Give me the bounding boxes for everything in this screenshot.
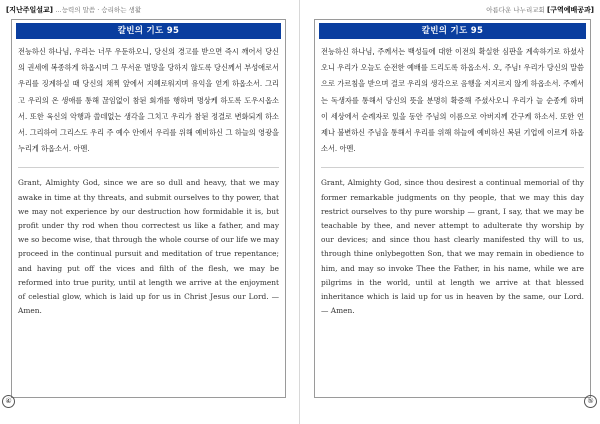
left-prayer-box (11, 19, 286, 398)
right-prayer-box (314, 19, 591, 398)
left-running-head-subtitle: …능력의 말씀 · 승리하는 생활 (55, 6, 142, 14)
right-running-head-subtitle: 아름다운 나누리교회 (486, 6, 545, 14)
left-korean-prayer: 전능하신 하나님, 우리는 너무 우둔하오니, 당신의 경고를 받으면 즉시 깨어서 당신의 권세에 복종하게 하옵시며 그 무서운 멸망을 당하지 않도록 당신께서 부성애로서 우리를 징계하실 때 당신의 채찍 앞에서 지혜로워지며 유익을 얻게 하옵소서. 그리고 우리의 온 생애를 통해 끊임없이 참된 회개를 행하며 명상케 하도록 도우시옵소서. 또한 육신의 악행과 쓸데없는 생각을 그치고 우리가 참된 정결로 변화되게 하소서. 그리하여 그리스도 우리 주 예수 안에서 우리를 위해 예비하신 그 하늘의 영광을 누리게 하옵소서. 아멘. (18, 47, 279, 154)
left-divider (18, 167, 279, 168)
right-page-number: ⑤ (584, 395, 597, 408)
left-prayer-title: 칼빈의 기도 95 (16, 23, 281, 39)
left-running-head (6, 5, 141, 15)
right-english-prayer: Grant, Almighty God, since thou desirest a continual memorial of thy former remarkable judgments on thy people, that we may this day restrict ourselves to thy pure worship — grant, I say, that we may be teachable by thee, and never attempt to adulterate thy worship by our devices; and since thou hast clearly manifested thy will to us, through thine onlybegotten Son, that we may remain in obedience to him, and may so invoke Thee the Father, in his name, while we are pilgrims in the world, until at length we arrive at that blessed inheritance which is laid up for us in heaven by the same, our Lord. — Amen. (321, 178, 584, 316)
right-running-head (486, 5, 594, 15)
right-korean-prayer: 전능하신 하나님, 주께서는 백성들에 대한 이전의 확실한 심판을 계속하기로 하셨사오니 우리가 오늘도 순전한 예배를 드리도록 하옵소서. 오, 주님! 우리가 당신의 말씀으로 가르침을 받으며 결코 우리의 생각으로 음행을 저지르지 않게 하옵소서. 주께서는 독생자를 통해서 당신의 뜻을 분명히 확증해 주셨사오니 우리가 늘 순종케 하며 이 세상에서 순례자로 있을 동안 주님의 이름으로 아버지께 간구케 하소서. 또한 언제나 불변하신 주님을 통해서 우리를 위해 하늘에 예비하신 복된 기업에 이르게 하옵소서. 아멘. (321, 47, 584, 154)
left-running-head-tag: [지난주일설교] (6, 6, 53, 14)
right-prayer-title: 칼빈의 기도 95 (319, 23, 586, 39)
right-running-head-tag: [구역예배공과] (547, 6, 594, 14)
left-page-number: ④ (2, 395, 15, 408)
left-english-prayer: Grant, Almighty God, since we are so dull and heavy, that we may awake in time at thy threats, and submit ourselves to thy power, that we may not experience by our destruction how formidable it is, but profit under thy rod when thou correctest us like a father, and may we so become wise, that through the whole course of our life we may proceed in the continual pursuit and meditation of true repentance; and having put off the vices and filth of the flesh, we may be reformed into true purity, until at length we arrive at the enjoyment of celestial glow, which is laid up for us in Christ Jesus our Lord. — Amen. (18, 178, 279, 316)
right-page (300, 0, 600, 424)
right-divider (321, 167, 584, 168)
